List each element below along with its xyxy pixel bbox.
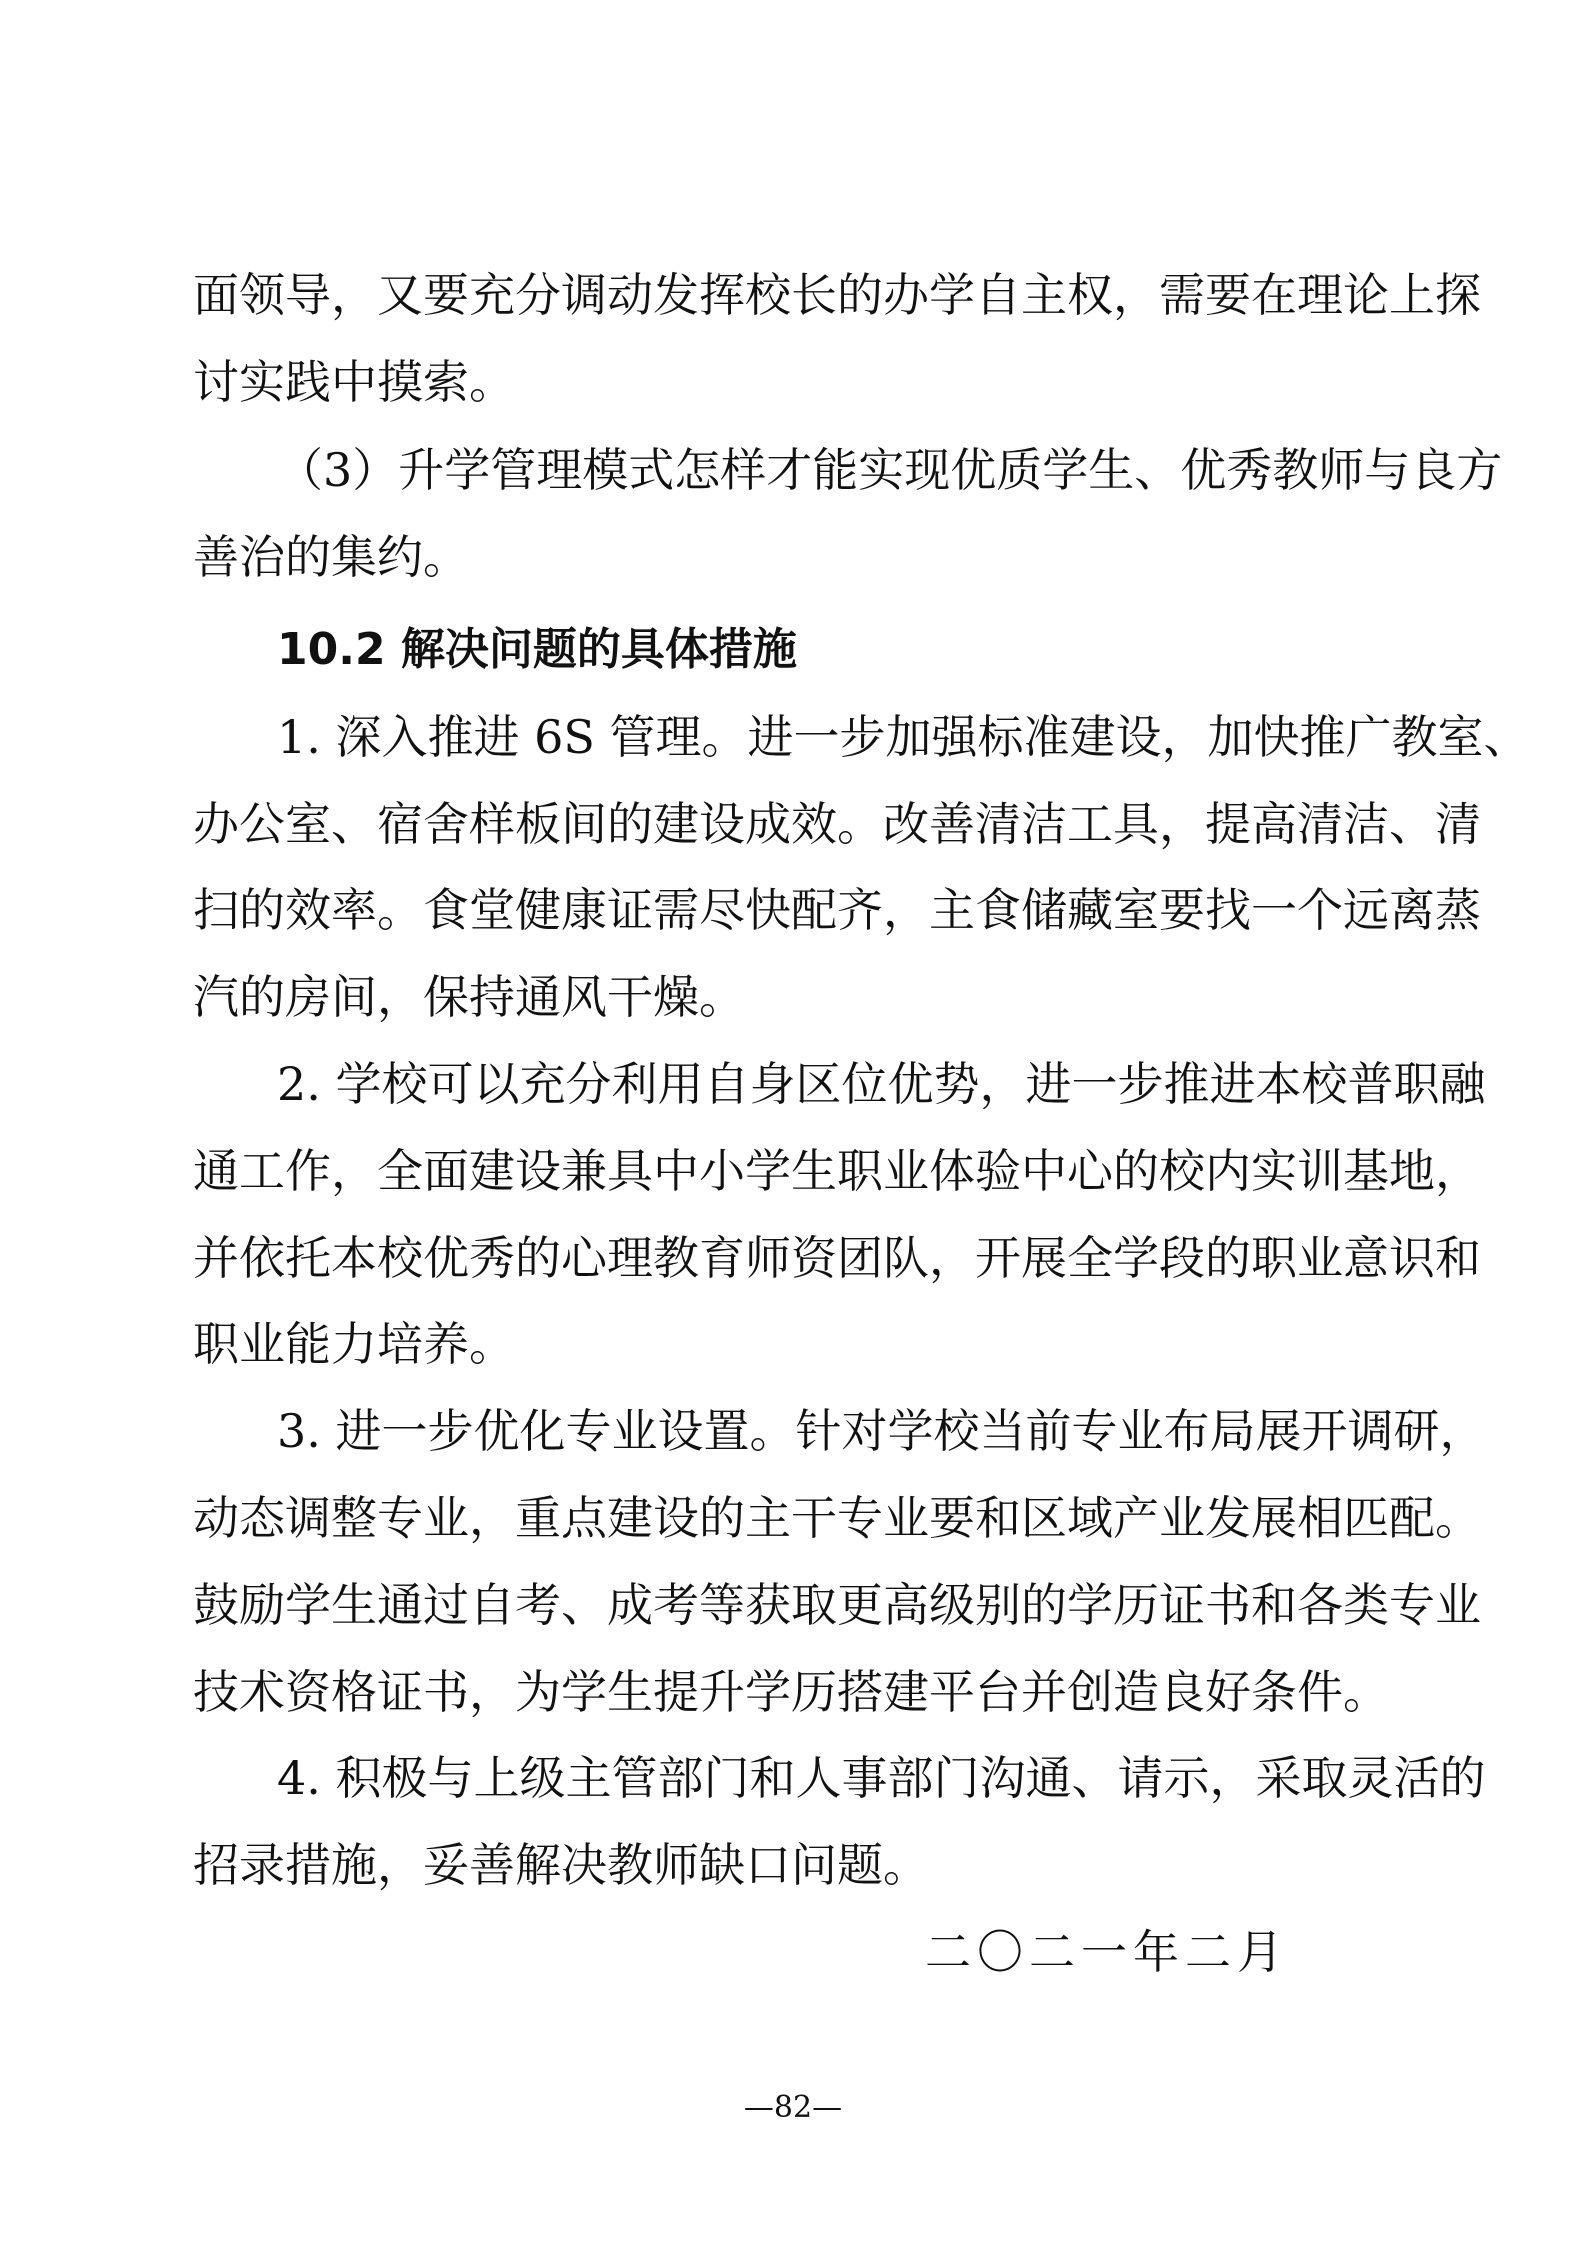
paragraph-line: （3）升学管理模式怎样才能实现优质学生、优秀教师与良方 xyxy=(277,443,1503,497)
paragraph-line: 2. 学校可以充分利用自身区位优势，进一步推进本校普职融 xyxy=(277,1057,1486,1111)
paragraph-line: 通工作，全面建设兼具中小学生职业体验中心的校内实训基地， xyxy=(193,1144,1481,1198)
paragraph-line: 职业能力培养。 xyxy=(193,1317,515,1371)
paragraph-line: 鼓励学生通过自考、成考等获取更高级别的学历证书和各类专业 xyxy=(193,1578,1481,1632)
paragraph-line: 善治的集约。 xyxy=(193,530,469,584)
paragraph-line: 并依托本校优秀的心理教育师资团队，开展全学段的职业意识和 xyxy=(193,1231,1481,1285)
paragraph-line: 办公室、宿舍样板间的建设成效。改善清洁工具，提高清洁、清 xyxy=(193,797,1481,851)
paragraph-line: 4. 积极与上级主管部门和人事部门沟通、请示，采取灵活的 xyxy=(277,1751,1486,1805)
paragraph-line: 3. 进一步优化专业设置。针对学校当前专业布局展开调研， xyxy=(277,1404,1486,1458)
paragraph-line: 技术资格证书，为学生提升学历搭建平台并创造良好条件。 xyxy=(193,1665,1389,1719)
paragraph-line: 讨实践中摸索。 xyxy=(193,355,515,409)
paragraph-line: 1. 深入推进 6S 管理。进一步加强标准建设，加快推广教室、 xyxy=(277,710,1530,764)
paragraph-line: 动态调整专业，重点建设的主干专业要和区域产业发展相匹配。 xyxy=(193,1491,1481,1545)
paragraph-line: 面领导，又要充分调动发挥校长的办学自主权，需要在理论上探 xyxy=(193,268,1481,322)
paragraph-line: 扫的效率。食堂健康证需尽快配齐，主食储藏室要找一个远离蒸 xyxy=(193,883,1481,937)
section-heading: 10.2 解决问题的具体措施 xyxy=(277,624,797,675)
page-number: —82— xyxy=(743,2090,843,2125)
paragraph-line: 招录措施，妥善解决教师缺口问题。 xyxy=(193,1838,929,1892)
document-date: 二〇二一年二月 xyxy=(925,1925,1289,1979)
paragraph-line: 汽的房间，保持通风干燥。 xyxy=(193,970,745,1024)
